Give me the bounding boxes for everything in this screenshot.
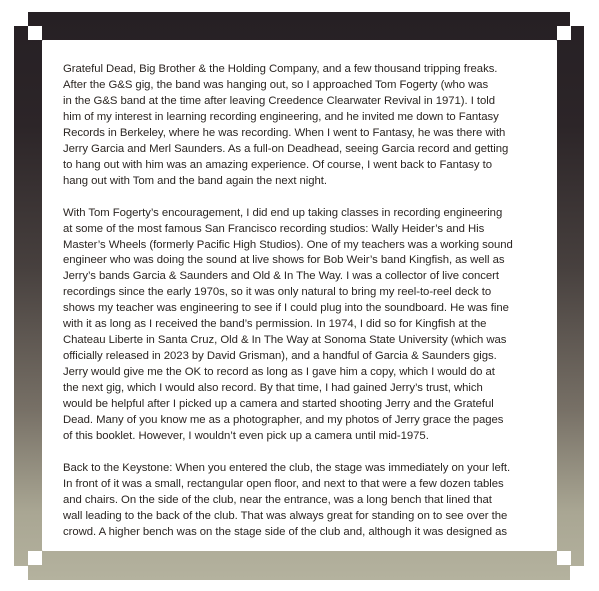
text-line: the next gig, which I would also record. By that time, I had gained Jerry’s trust, which: [63, 382, 483, 395]
text-line: crowd. A higher bench was on the stage side of the club and, although it was designed as: [63, 525, 507, 538]
text-line: engineer who was doing the sound at live shows for Bob Weir’s band Kingfish, as well as: [63, 254, 505, 267]
text-line: Jerry would give me the OK to record as long as I gave him a copy, which I would do at: [63, 366, 495, 379]
text-line: wall leading to the back of the club. That was always great for standing on to see over the: [63, 509, 508, 522]
text-line: and chairs. On the side of the club, near the entrance, was a long bench that lined that: [63, 493, 492, 506]
panel-corner-step: [28, 26, 42, 40]
paragraph: [63, 62, 552, 190]
panel-corner-step: [557, 26, 571, 40]
text-line: of this booklet. However, I wouldn’t even pick up a camera until mid-1975.: [63, 429, 429, 442]
text-line: Jerry Garcia and Merl Saunders. As a full-on Deadhead, seeing Garcia record and getting: [63, 142, 509, 155]
text-line: him of my interest in learning recording engineering, and he invited me down to Fantasy: [63, 110, 499, 123]
text-line: would be helpful after I picked up a camera and started shooting Jerry and the Grateful: [63, 398, 494, 411]
text-line: to hang out with him was an amazing experience. Of course, I went back to Fantasy to: [63, 158, 492, 171]
panel-corner-step: [557, 551, 571, 565]
frame-notch: [14, 12, 28, 26]
text-line: in the G&S band at the time after leaving Creedence Clearwater Revival in 1971). I told: [63, 94, 495, 107]
text-line: officially released in 2023 by David Grisman), and a handful of Garcia & Saunders gigs.: [63, 350, 497, 363]
frame-notch: [14, 566, 28, 580]
text-line: Master’s Wheels (formerly Pacific High Studios). One of my teachers was a working sound: [63, 238, 513, 251]
text-line: hang out with Tom and the band again the next night.: [63, 174, 327, 187]
text-line: After the G&S gig, the band was hanging out, so I approached Tom Fogerty (who was: [63, 78, 489, 91]
text-line: With Tom Fogerty’s encouragement, I did end up taking classes in recording engineering: [63, 206, 503, 219]
booklet-body-text: [63, 62, 552, 557]
panel-corner-step: [28, 551, 42, 565]
text-line: at some of the most famous San Francisco recording studios: Wally Heider’s and His: [63, 222, 485, 235]
text-line: In front of it was a small, rectangular open floor, and next to that were a few dozen tables: [63, 477, 504, 490]
text-line: Grateful Dead, Big Brother & the Holding Company, and a few thousand tripping freaks.: [63, 63, 498, 75]
text-line: recordings since the early 1970s, so it was only natural to bring my reel-to-reel deck to: [63, 286, 492, 299]
text-line: shows my teacher was engineering to see if I could plug into the soundboard. He was fine: [63, 302, 509, 315]
text-line: Chateau Liberte in Santa Cruz, Old & In The Way at Sonoma State University (which was: [63, 334, 507, 347]
frame-notch: [570, 566, 584, 580]
text-line: Records in Berkeley, where he was recording. When I went to Fantasy, he was there with: [63, 126, 506, 139]
paragraph: [63, 461, 552, 541]
text-line: Dead. Many of you know me as a photographer, and my photos of Jerry grace the pages: [63, 414, 504, 427]
paragraph: [63, 206, 552, 445]
frame-notch: [570, 12, 584, 26]
text-line: Back to the Keystone: When you entered the club, the stage was immediately on your left.: [63, 461, 511, 474]
text-line: with it as long as I received the band’s permission. In 1974, I did so for Kingfish at the: [63, 318, 487, 331]
text-line: Jerry’s bands Garcia & Saunders and Old & In The Way. I was a collector of live concert: [63, 270, 499, 283]
